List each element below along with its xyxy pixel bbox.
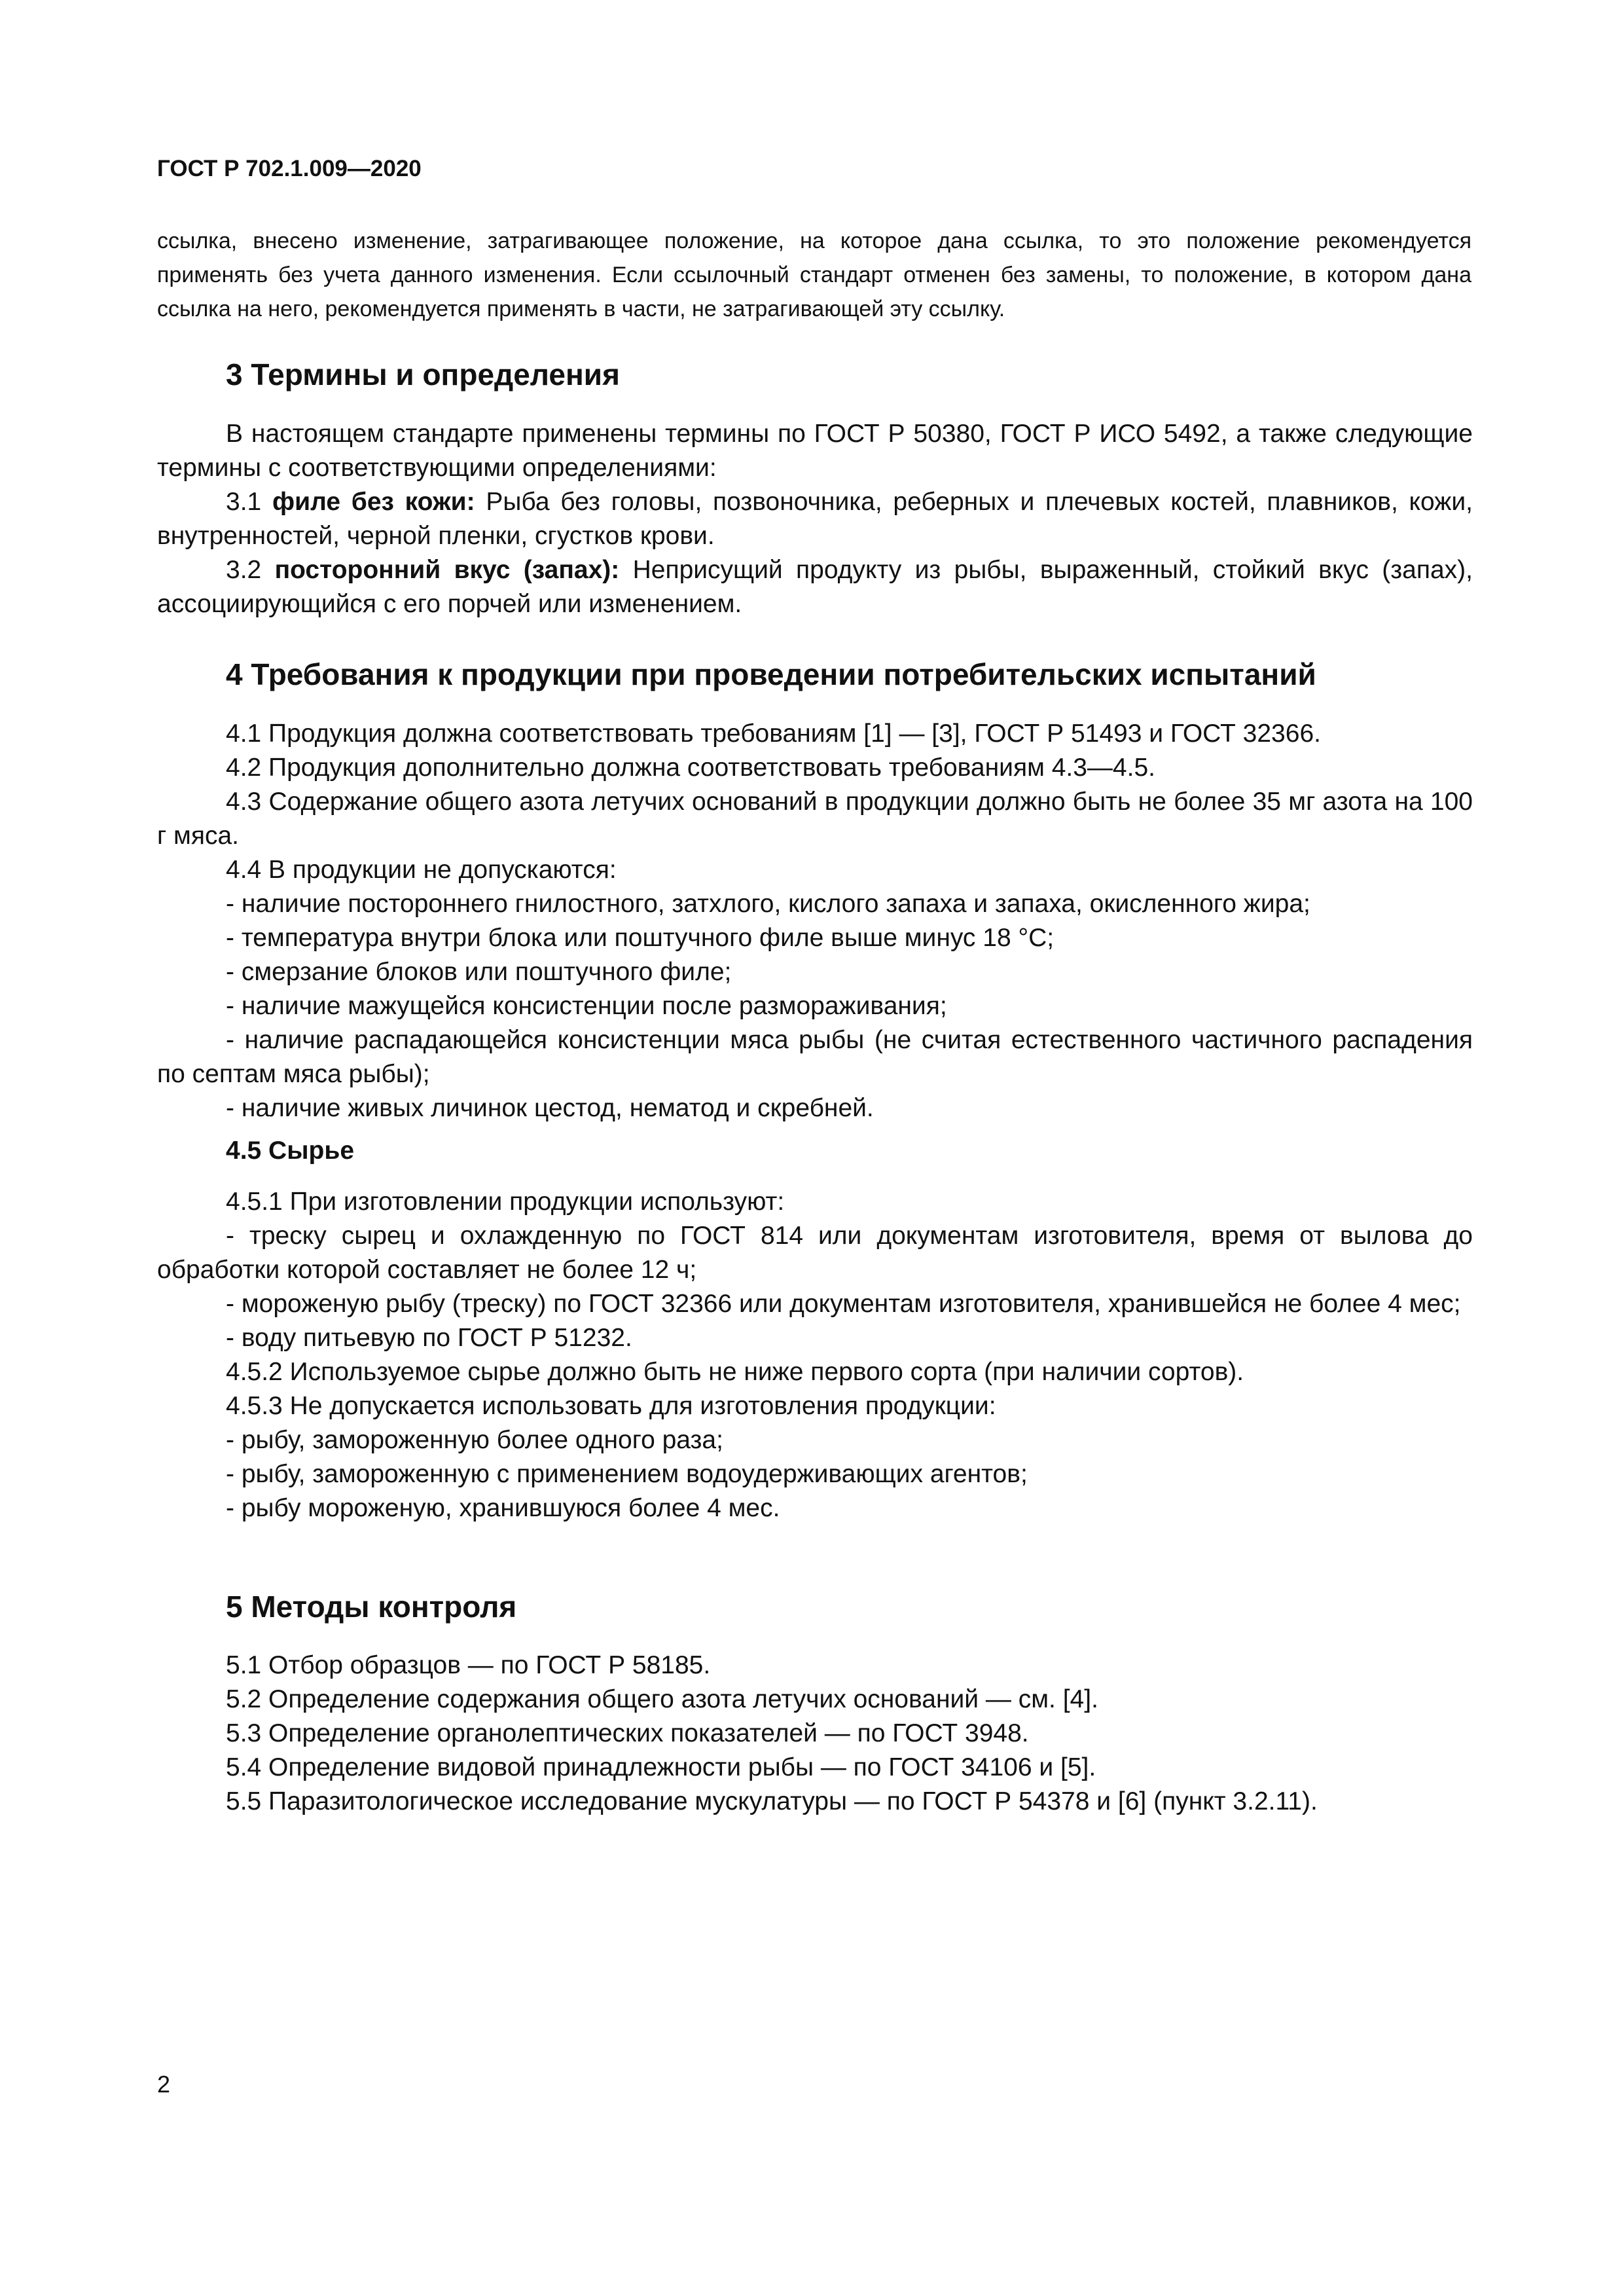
list-item: 5.3 Определение органолептических показателей — по ГОСТ 3948. xyxy=(226,1719,1029,1747)
list-item: - рыбу, замороженную более одного раза; xyxy=(226,1426,723,1454)
list-item: - треску сырец и охлажденную по ГОСТ 814 или документам изготовителя, время от вылова до обработки которой составляет не более 12 ч; xyxy=(157,1222,1473,1284)
section-5-body xyxy=(157,1649,1473,1819)
term-3-1 xyxy=(157,485,1473,553)
list-item: 4.5.1 При изготовлении продукции используют: xyxy=(226,1188,785,1216)
term-3-2 xyxy=(157,553,1473,621)
section-4-body xyxy=(157,717,1473,1125)
subsection-4-5-title: 4.5 Сырье xyxy=(226,1137,355,1165)
page-number: 2 xyxy=(157,2071,171,2098)
section-3-body xyxy=(157,417,1473,621)
list-item: - наличие постороннего гнилостного, затхлого, кислого запаха и запаха, окисленного жира; xyxy=(226,890,1310,918)
term-number: 3.1 xyxy=(226,488,272,516)
section-3-intro: В настоящем стандарте применены термины по ГОСТ Р 50380, ГОСТ Р ИСО 5492, а также следующие термины с соответствующими определениями: xyxy=(157,420,1473,482)
list-item: 5.2 Определение содержания общего азота летучих оснований — см. [4]. xyxy=(226,1685,1098,1713)
list-item: - воду питьевую по ГОСТ Р 51232. xyxy=(226,1324,632,1352)
list-item: 4.1 Продукция должна соответствовать требованиям [1] — [3], ГОСТ Р 51493 и ГОСТ 32366. xyxy=(226,720,1321,748)
list-item: 4.4 В продукции не допускаются: xyxy=(226,856,617,884)
list-item: 4.2 Продукция дополнительно должна соответствовать требованиям 4.3—4.5. xyxy=(226,754,1155,782)
list-item: - температура внутри блока или поштучного филе выше минус 18 °С; xyxy=(226,924,1055,952)
document-header: ГОСТ Р 702.1.009—2020 xyxy=(157,156,422,181)
term-definition: Неприсущий продукту из рыбы, выраженный, стойкий вкус (запах), ассоциирующийся с его порчей или изменением. xyxy=(157,556,1473,618)
list-item: - наличие мажущейся консистенции после размораживания; xyxy=(226,992,947,1020)
list-item: - смерзание блоков или поштучного филе; xyxy=(226,958,732,986)
list-item: 5.5 Паразитологическое исследование мускулатуры — по ГОСТ Р 54378 и [6] (пункт 3.2.11). xyxy=(226,1787,1318,1815)
list-item: 4.5.3 Не допускается использовать для изготовления продукции: xyxy=(226,1392,996,1420)
section-3-title: 3 Термины и определения xyxy=(226,357,620,392)
term-definition: Рыба без головы, позвоночника, реберных и плечевых костей, плавников, кожи, внутренностей, черной пленки, сгустков крови. xyxy=(157,488,1473,550)
list-item: - рыбу мороженую, хранившуюся более 4 мес. xyxy=(226,1494,780,1522)
list-item: 5.1 Отбор образцов — по ГОСТ Р 58185. xyxy=(226,1651,711,1679)
list-item: - рыбу, замороженную с применением водоудерживающих агентов; xyxy=(226,1460,1028,1488)
term-name: посторонний вкус (запах): xyxy=(274,556,620,584)
term-name: филе без кожи: xyxy=(272,488,475,516)
subsection-4-5-body xyxy=(157,1185,1473,1525)
list-item: - мороженую рыбу (треску) по ГОСТ 32366 или документам изготовителя, хранившейся не более 4 мес; xyxy=(226,1290,1461,1318)
term-number: 3.2 xyxy=(226,556,275,584)
list-item: - наличие живых личинок цестод, нематод и скребней. xyxy=(226,1094,874,1122)
list-item: - наличие распадающейся консистенции мяса рыбы (не считая естественного частичного распадения по септам мяса рыбы); xyxy=(157,1026,1473,1088)
list-item: 4.5.2 Используемое сырье должно быть не ниже первого сорта (при наличии сортов). xyxy=(226,1358,1244,1386)
list-item: 5.4 Определение видовой принадлежности рыбы — по ГОСТ 34106 и [5]. xyxy=(226,1753,1096,1781)
list-item: 4.3 Содержание общего азота летучих оснований в продукции должно быть не более 35 мг азота на 100 г мяса. xyxy=(157,788,1473,850)
section-5-title: 5 Методы контроля xyxy=(226,1590,517,1624)
section-4-title: 4 Требования к продукции при проведении потребительских испытаний xyxy=(226,657,1316,691)
intro-paragraph: ссылка, внесено изменение, затрагивающее положение, на которое дана ссылка, то это положение рекомендуется применять без учета данного изменения. Если ссылочный стандарт отменен без замены, то положение, в котором дана ссылка на него, рекомендуется применять в части, не затрагивающей эту ссылку. xyxy=(157,228,1471,321)
